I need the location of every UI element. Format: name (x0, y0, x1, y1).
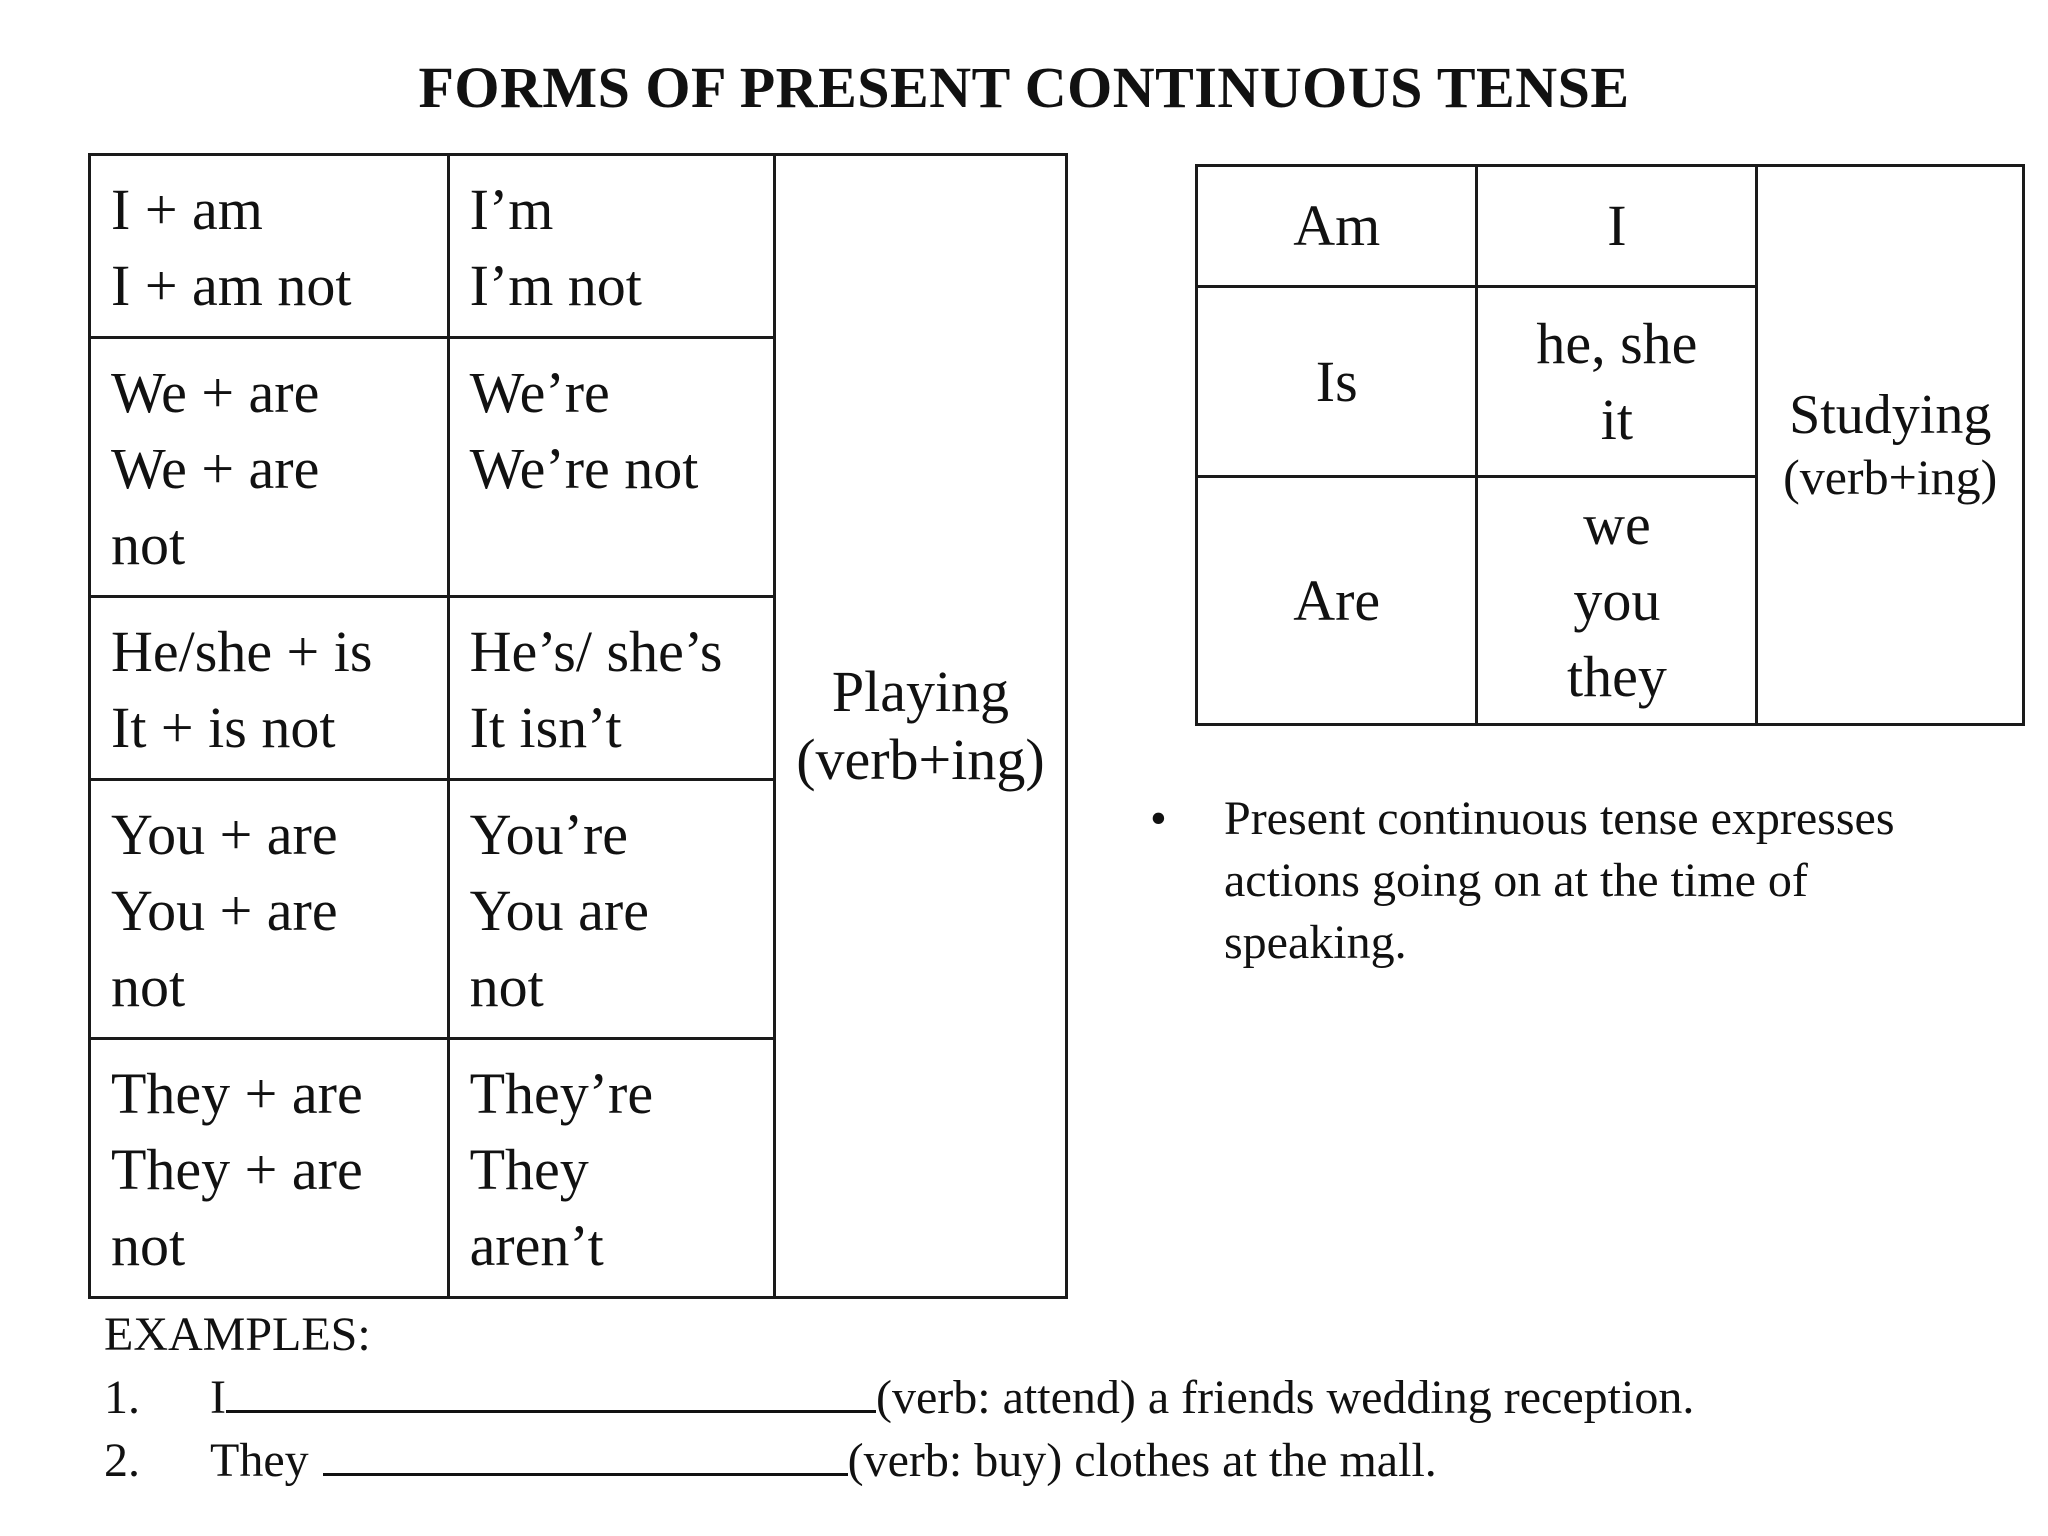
example-rest: (verb: attend) a friends wedding reception. (875, 1371, 1695, 1424)
verb-sub-label: (verb+ing) (796, 727, 1045, 792)
short-form-line: I’m (469, 177, 554, 242)
subject-line: I (1607, 193, 1627, 258)
example-rest: (verb: buy) clothes at the mall. (847, 1434, 1437, 1487)
full-form-line: I + am not (111, 253, 352, 318)
full-form-line: It + is not (111, 695, 336, 760)
full-form-line: not (111, 1213, 186, 1278)
answer-blank[interactable] (226, 1366, 876, 1413)
example-subject: I (210, 1371, 226, 1424)
short-form-line: You’re (469, 802, 629, 867)
full-form-line: They + are (111, 1137, 363, 1202)
example-item (104, 1429, 2004, 1492)
full-form-line: You + are (111, 878, 338, 943)
short-form-line: aren’t (469, 1213, 604, 1278)
subject-cell (1477, 166, 1757, 287)
full-form-cell (90, 1039, 449, 1298)
aux-label: Am (1293, 193, 1381, 258)
question-table (1195, 164, 2025, 726)
full-form-line: They + are (111, 1061, 363, 1126)
full-form-line: He/she + is (111, 619, 373, 684)
page-title: FORMS OF PRESENT CONTINUOUS TENSE (418, 55, 1630, 120)
full-form-cell (90, 155, 449, 338)
full-form-line: I + am (111, 177, 263, 242)
short-form-cell (448, 1039, 774, 1298)
aux-label: Are (1293, 567, 1381, 633)
aux-label: Is (1315, 348, 1358, 414)
example-number: 1. (104, 1371, 140, 1424)
example-subject: They (210, 1434, 309, 1487)
example-number: 2. (104, 1434, 140, 1487)
short-form-line: I’m not (469, 253, 642, 318)
aux-cell (1197, 477, 1477, 725)
bullet-line: actions going on at the time of (1224, 854, 1808, 907)
verb-cell (1757, 166, 2024, 725)
full-form-line: not (111, 954, 186, 1019)
short-form-line: We’re not (469, 436, 699, 501)
short-form-line: He’s/ she’s (469, 619, 723, 684)
bullet-line: speaking. (1224, 916, 1407, 969)
answer-blank[interactable] (323, 1429, 848, 1476)
subject-line: we (1583, 491, 1651, 557)
short-form-line: They’re (469, 1061, 654, 1126)
short-form-line: We’re (469, 360, 610, 425)
subject-line: he, she (1536, 310, 1698, 376)
forms-table (88, 153, 1068, 1299)
definition-bullet (1150, 788, 1970, 974)
subject-line: it (1600, 386, 1634, 452)
examples-heading: EXAMPLES: (104, 1308, 371, 1361)
verb-sub-label: (verb+ing) (1783, 449, 1998, 505)
examples-section (104, 1304, 2004, 1492)
subject-line: they (1566, 643, 1667, 709)
bullet-line: Present continuous tense expresses (1224, 792, 1895, 845)
full-form-cell (90, 597, 449, 780)
full-form-line: You + are (111, 802, 338, 867)
example-item (104, 1366, 2004, 1429)
aux-cell (1197, 166, 1477, 287)
full-form-line: We + are (111, 436, 320, 501)
table-row (90, 155, 1067, 338)
subject-line: you (1573, 567, 1661, 633)
verb-cell (774, 155, 1066, 1298)
full-form-cell (90, 338, 449, 597)
aux-cell (1197, 287, 1477, 477)
short-form-cell (448, 780, 774, 1039)
full-form-line: We + are (111, 360, 320, 425)
short-form-cell (448, 155, 774, 338)
short-form-cell (448, 597, 774, 780)
subject-cell (1477, 477, 1757, 725)
full-form-cell (90, 780, 449, 1039)
subject-cell (1477, 287, 1757, 477)
bullet-icon: • (1150, 792, 1167, 845)
verb-label: Playing (831, 659, 1010, 724)
verb-label: Studying (1789, 384, 1992, 446)
short-form-line: It isn’t (469, 695, 622, 760)
short-form-cell (448, 338, 774, 597)
short-form-line: not (469, 954, 544, 1019)
table-row (1197, 166, 2024, 287)
short-form-line: They (469, 1137, 589, 1202)
full-form-line: not (111, 512, 186, 577)
short-form-line: You are (469, 878, 649, 943)
